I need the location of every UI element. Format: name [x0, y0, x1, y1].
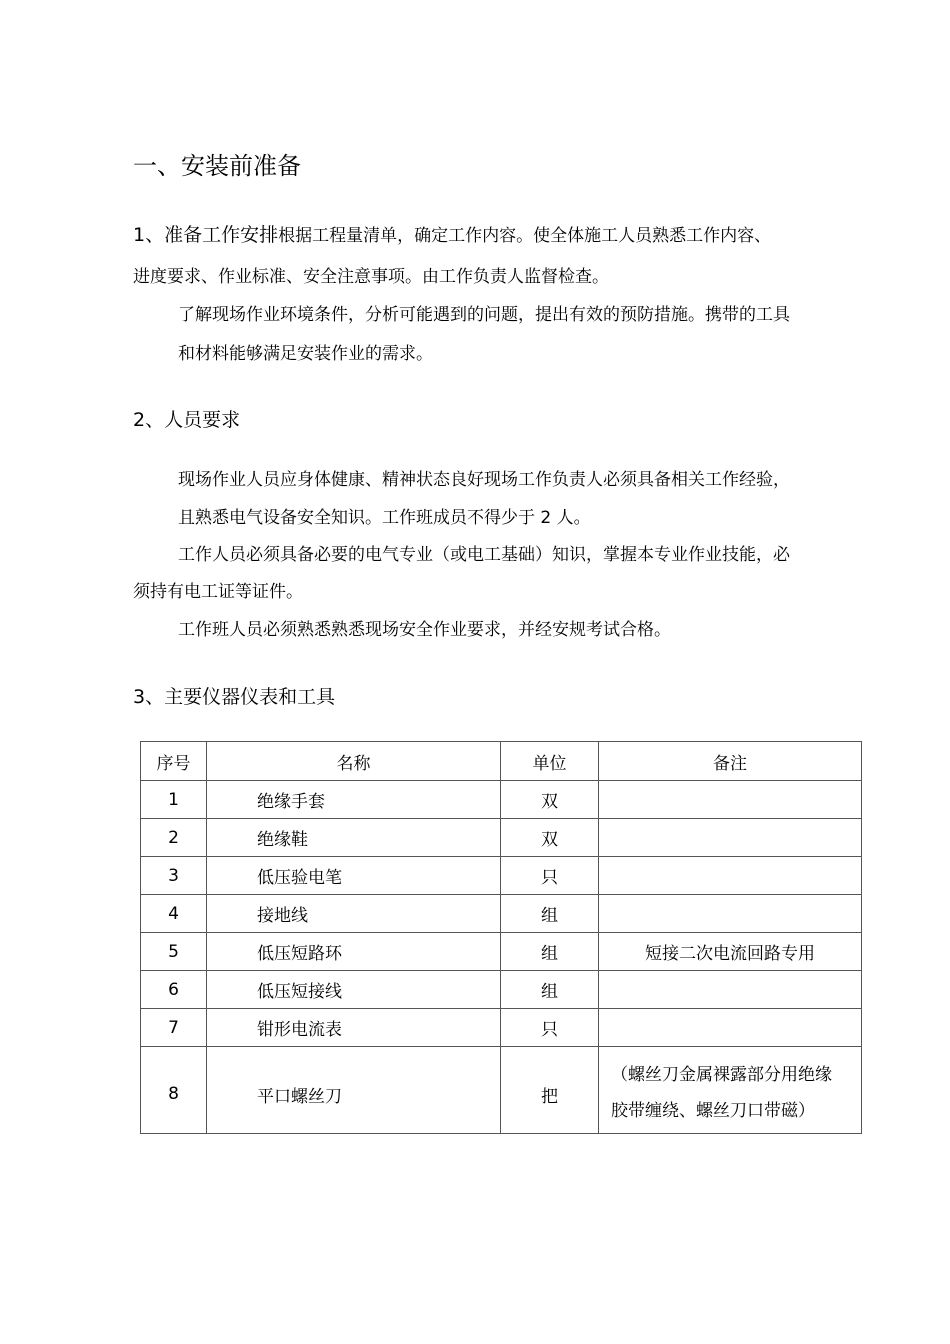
s2-p2-line1: 工作人员必须具备必要的电气专业（或电工基础）知识，掌握本专业作业技能，必 — [178, 545, 790, 565]
row-unit: 只 — [501, 857, 599, 895]
table-row — [141, 895, 862, 933]
s1-first-line — [133, 223, 771, 248]
row-name: 接地线 — [207, 895, 501, 933]
row-note — [599, 971, 862, 1009]
table-row — [141, 781, 862, 819]
table-row — [141, 971, 862, 1009]
row-note — [599, 819, 862, 857]
section-title: 一、安装前准备 — [133, 152, 301, 180]
table-row — [141, 1009, 862, 1047]
tools-table — [140, 741, 862, 1134]
s2-p1-line1: 现场作业人员应身体健康、精神状态良好现场工作负责人必须具备相关工作经验， — [178, 470, 790, 490]
row-note — [599, 781, 862, 819]
row-index: 4 — [141, 895, 207, 933]
s1-heading: 1、准备工作安排 — [133, 224, 279, 246]
row-note — [599, 895, 862, 933]
row-index: 5 — [141, 933, 207, 971]
row-unit: 双 — [501, 819, 599, 857]
table-row — [141, 933, 862, 971]
s2-p2-line2: 须持有电工证等证件。 — [133, 582, 303, 602]
row-note: 短接二次电流回路专用 — [599, 933, 862, 971]
header-name: 名称 — [207, 742, 501, 781]
table-row — [141, 819, 862, 857]
row-unit: 双 — [501, 781, 599, 819]
header-note: 备注 — [599, 742, 862, 781]
s1-p2-line1: 了解现场作业环境条件，分析可能遇到的问题，提出有效的预防措施。携带的工具 — [178, 305, 790, 325]
s2-heading: 2、人员要求 — [133, 409, 241, 431]
table-header-row — [141, 742, 862, 781]
row-index: 1 — [141, 781, 207, 819]
header-index: 序号 — [141, 742, 207, 781]
row-note — [599, 857, 862, 895]
row-note — [599, 1009, 862, 1047]
s2-p1-line2: 且熟悉电气设备安全知识。工作班成员不得少于 2 人。 — [178, 508, 591, 528]
row-name: 低压短接线 — [207, 971, 501, 1009]
s3-heading: 3、主要仪器仪表和工具 — [133, 686, 336, 708]
table-row — [141, 1047, 862, 1134]
row-unit: 把 — [501, 1047, 599, 1134]
row-index: 3 — [141, 857, 207, 895]
row-index: 8 — [141, 1047, 207, 1134]
row-name: 绝缘手套 — [207, 781, 501, 819]
s2-p3: 工作班人员必须熟悉熟悉现场安全作业要求，并经安规考试合格。 — [178, 620, 671, 640]
row-name: 绝缘鞋 — [207, 819, 501, 857]
row-unit: 组 — [501, 971, 599, 1009]
s1-text-line2: 进度要求、作业标准、安全注意事项。由工作负责人监督检查。 — [133, 267, 609, 287]
row-name: 低压短路环 — [207, 933, 501, 971]
s1-text-line1: 根据工程量清单，确定工作内容。使全体施工人员熟悉工作内容、 — [278, 226, 772, 246]
row-index: 2 — [141, 819, 207, 857]
row-name: 钳形电流表 — [207, 1009, 501, 1047]
row-index: 7 — [141, 1009, 207, 1047]
s1-p2-line2: 和材料能够满足安装作业的需求。 — [178, 344, 433, 364]
row-unit: 组 — [501, 933, 599, 971]
row-unit: 组 — [501, 895, 599, 933]
table-row — [141, 857, 862, 895]
row-index: 6 — [141, 971, 207, 1009]
row-name: 平口螺丝刀 — [207, 1047, 501, 1134]
row-note: （螺丝刀金属裸露部分用绝缘胶带缠绕、螺丝刀口带磁） — [599, 1047, 862, 1134]
row-name: 低压验电笔 — [207, 857, 501, 895]
header-unit: 单位 — [501, 742, 599, 781]
row-unit: 只 — [501, 1009, 599, 1047]
